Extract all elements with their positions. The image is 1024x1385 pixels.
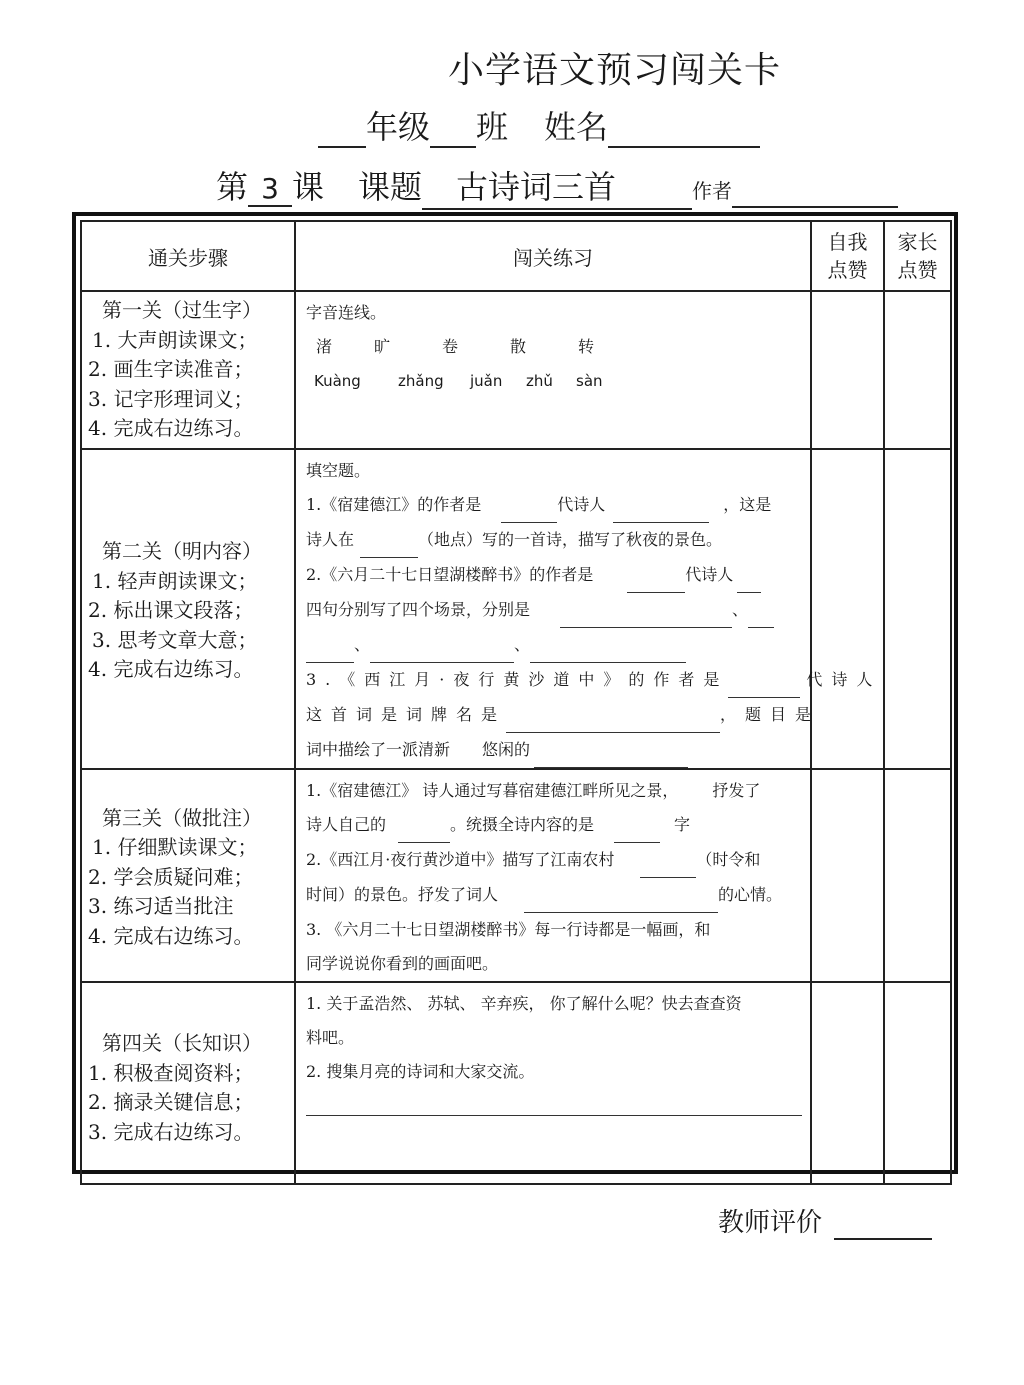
stage3-q3-line2: 同学说说你看到的画面吧。 (306, 954, 499, 973)
stage3-q3-line1: 3. 《六月二十七日望湖楼醉书》每一行诗都是一幅画，和 (306, 920, 711, 939)
stage3-q1-line2: 诗人自己的 。统摄全诗内容的是 字 (306, 808, 804, 843)
teacher-eval-label: 教师评价 (718, 1208, 823, 1238)
answer-blank[interactable] (370, 628, 514, 663)
header-practice: 闯关练习 (295, 221, 811, 291)
pinyin-item[interactable]: juǎn (470, 372, 503, 390)
stage3-title: 第三关（做批注） (102, 805, 262, 830)
parent-like-cell[interactable] (884, 291, 951, 449)
stage2-q3-line1: 3.《西江月·夜行黄沙道中》的作者是 代诗人 (306, 663, 804, 698)
stage4-item: 1. 积极查阅资料； (88, 1060, 254, 1085)
answer-blank[interactable] (530, 628, 686, 663)
stage2-item: 3. 思考文章大意； (92, 627, 258, 652)
stage4-practice (295, 982, 811, 1184)
stage4-q1-line1: 1. 关于孟浩然、 苏轼、 辛弃疾， 你了解什么呢？快去查查资 (306, 994, 742, 1013)
stage2-item: 1. 轻声朗读课文； (92, 568, 258, 593)
stage4-item: 2. 摘录关键信息； (88, 1090, 254, 1114)
pinyin-item[interactable]: zhǎng (398, 372, 444, 390)
stage2-q3-line2: 这首词是词牌名是 ，题目是 (306, 698, 804, 733)
topic-label: 课题 (358, 168, 423, 206)
answer-line[interactable] (306, 1089, 802, 1116)
stage4-q1-line2: 料吧。 (306, 1028, 355, 1047)
header-self-like: 自我 点赞 (811, 221, 884, 291)
stage1-instruction: 字音连线。 (306, 303, 387, 322)
char-item[interactable]: 卷 (442, 337, 459, 356)
stage4-item: 3. 完成右边练习。 (88, 1119, 254, 1144)
class-label: 班 (476, 108, 509, 146)
stage2-steps (81, 449, 295, 769)
teacher-eval-blank[interactable] (834, 1208, 932, 1240)
author-blank[interactable] (732, 168, 898, 208)
pinyin-item[interactable]: zhǔ (526, 372, 553, 390)
stage1-item: 2. 画生字读准音； (88, 357, 254, 381)
stage4-q2: 2. 搜集月亮的诗词和大家交流。 (306, 1062, 535, 1081)
answer-blank[interactable] (560, 593, 732, 628)
stage3-item: 3. 练习适当批注 (88, 894, 234, 919)
lesson-prefix: 第 (216, 168, 249, 206)
stage3-item: 4. 完成右边练习。 (88, 923, 254, 948)
stage3-q2-line1: 2.《西江月·夜行黄沙道中》描写了江南农村 （时令和 (306, 843, 804, 878)
stage2-title: 第二关（明内容） (102, 539, 262, 564)
stage1-item: 3. 记字形理词义； (88, 386, 254, 411)
stage2-practice (295, 449, 882, 769)
answer-blank[interactable] (640, 843, 696, 878)
student-info-row (318, 102, 760, 148)
stage1-steps (81, 291, 295, 449)
name-label: 姓名 (544, 108, 609, 146)
self-like-cell[interactable] (811, 769, 884, 982)
stage3-steps (81, 769, 295, 982)
stage1-practice (295, 291, 811, 449)
char-item[interactable]: 转 (578, 337, 595, 356)
header-steps: 通关步骤 (81, 221, 295, 291)
char-item[interactable]: 旷 (374, 337, 391, 356)
stage3-practice (295, 769, 811, 982)
answer-blank[interactable] (627, 558, 685, 593)
class-blank[interactable] (430, 108, 476, 148)
stage2-instruction: 填空题。 (306, 461, 371, 480)
char-item[interactable]: 渚 (316, 337, 333, 356)
grade-label: 年级 (366, 108, 431, 146)
answer-blank[interactable] (728, 663, 800, 698)
stage3-q1-line1: 1.《宿建德江》 诗人通过写暮宿建德江畔所见之景， 抒发了 (306, 781, 761, 800)
answer-blank[interactable] (534, 733, 688, 768)
answer-blank[interactable] (737, 558, 761, 593)
stage2-q3-line3: 词中描绘了一派清新 悠闲的 (306, 733, 804, 768)
stage2-item: 2. 标出课文段落； (88, 598, 254, 623)
answer-blank[interactable] (398, 808, 450, 843)
stage2-q1-line2: 诗人在 （地点）写的一首诗，描写了秋夜的景色。 (306, 523, 804, 558)
stage2-q2-line3: 、 、 (306, 628, 804, 663)
challenge-table (72, 212, 958, 1174)
answer-blank[interactable] (360, 523, 418, 558)
name-blank[interactable] (608, 108, 760, 148)
stage1-item: 1. 大声朗读课文； (92, 327, 258, 352)
teacher-evaluation (718, 1202, 932, 1240)
stage1-item: 4. 完成右边练习。 (88, 416, 254, 440)
pinyin-item[interactable]: sàn (576, 372, 603, 390)
self-like-cell[interactable] (811, 291, 884, 449)
grade-blank[interactable] (318, 108, 366, 148)
answer-blank[interactable] (614, 808, 660, 843)
self-like-cell[interactable] (811, 982, 884, 1184)
char-row (306, 330, 804, 364)
page-title: 小学语文预习闯关卡 (448, 50, 782, 91)
parent-like-cell[interactable] (884, 769, 951, 982)
pinyin-item[interactable]: Kuàng (314, 372, 361, 390)
lesson-info-row (216, 162, 898, 210)
answer-blank[interactable] (306, 628, 354, 663)
self-like-cell[interactable] (811, 449, 884, 769)
stage3-q2-line2: 时间）的景色。抒发了词人 的心情。 (306, 878, 804, 913)
stage1-title: 第一关（过生字） (102, 298, 262, 322)
author-label: 作者 (692, 179, 733, 203)
parent-like-cell[interactable] (884, 982, 951, 1184)
char-item[interactable]: 散 (510, 337, 527, 356)
stage2-q2-line2: 四句分别写了四个场景，分别是 、 (306, 593, 804, 628)
stage2-item: 4. 完成右边练习。 (88, 657, 254, 682)
answer-blank[interactable] (748, 593, 774, 628)
stage4-title: 第四关（长知识） (102, 1031, 262, 1055)
answer-blank[interactable] (524, 878, 718, 913)
lesson-suffix: 课 (292, 168, 325, 206)
header-parent-like: 家长 点赞 (884, 221, 951, 291)
answer-blank[interactable] (506, 698, 720, 733)
stage3-item: 2. 学会质疑问难； (88, 864, 254, 889)
topic-value: 古诗词三首 (422, 162, 692, 210)
answer-blank[interactable] (501, 488, 557, 523)
stage3-item: 1. 仔细默读课文； (92, 835, 258, 860)
lesson-number: 3 (248, 172, 292, 207)
stage4-steps (81, 982, 295, 1184)
answer-blank[interactable] (613, 488, 709, 523)
parent-like-cell[interactable] (884, 449, 951, 769)
stage2-q2-line1: 2.《六月二十七日望湖楼醉书》的作者是 代诗人 (306, 558, 804, 593)
stage2-q1-line1: 1.《宿建德江》的作者是 代诗人 ，这是 (306, 488, 804, 523)
pinyin-row (306, 364, 804, 398)
